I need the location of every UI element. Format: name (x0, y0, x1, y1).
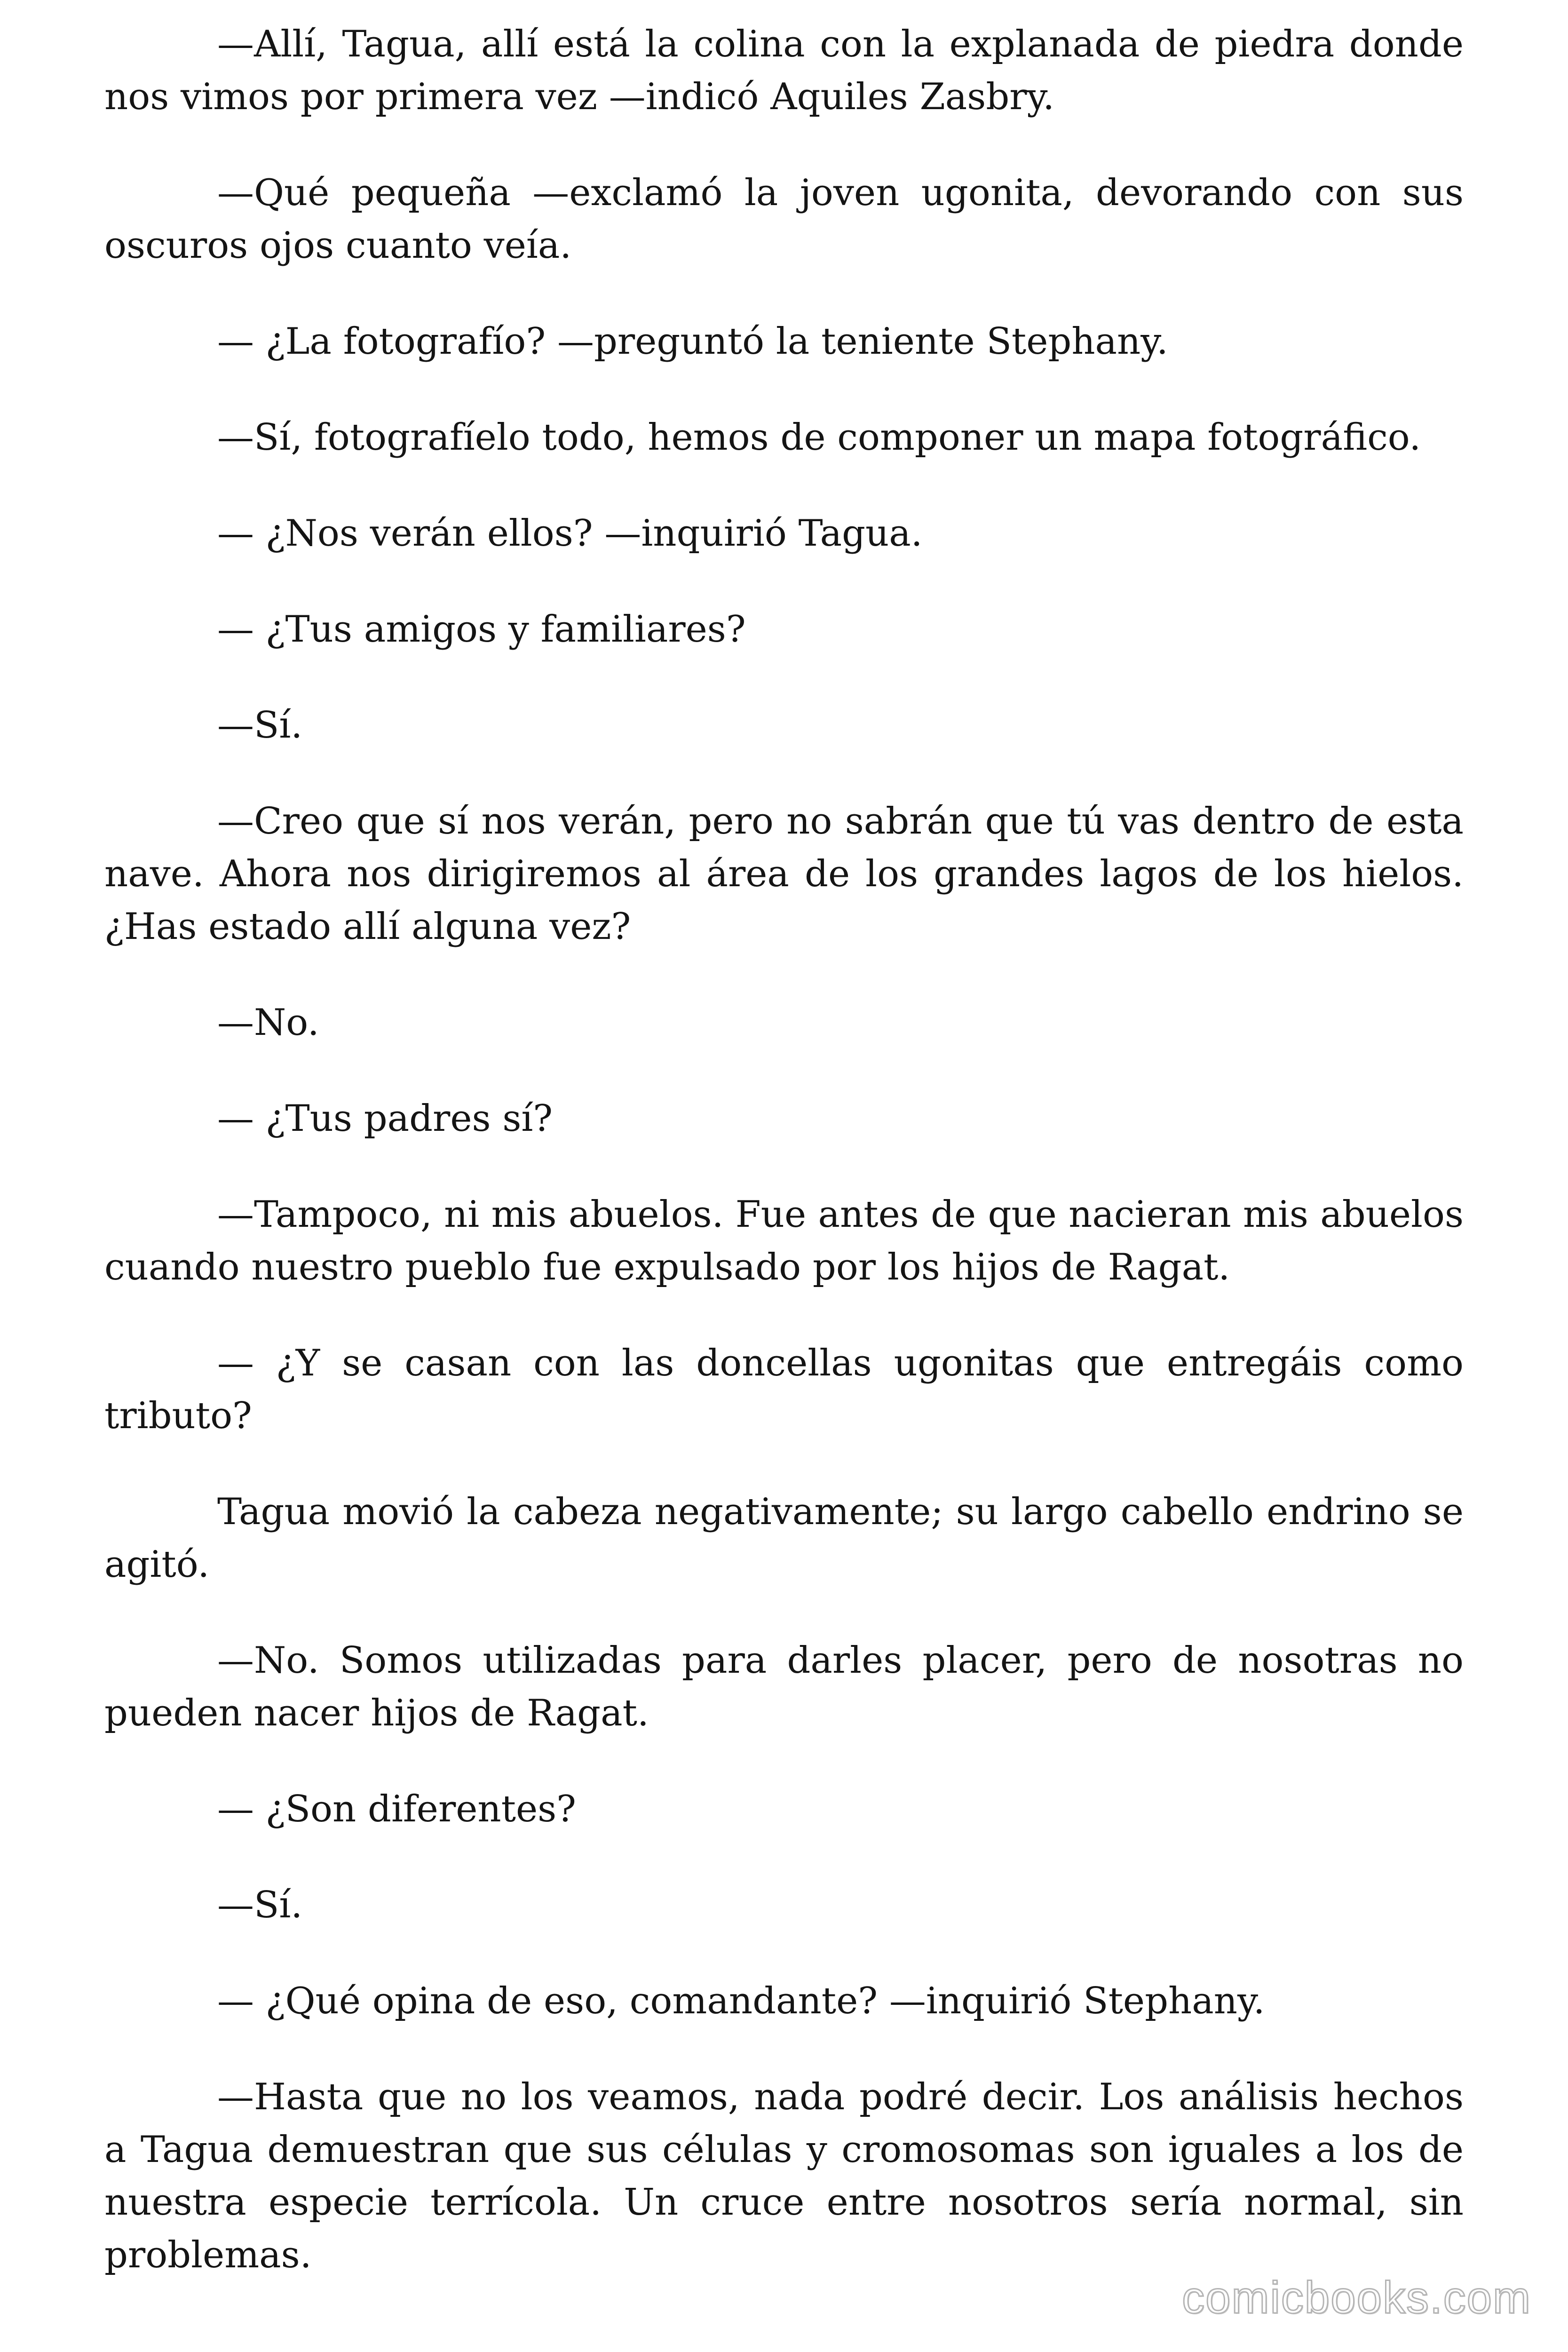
paragraph: — ¿Y se casan con las doncellas ugonitas que entregáis como tributo? (104, 1342, 1464, 1437)
watermark: comicbooks.com (1182, 2273, 1531, 2323)
paragraph: —Creo que sí nos verán, pero no sabrán que tú vas dentro de esta nave. Ahora nos dirigiremos al área de los grandes lagos de los hielos. ¿Has estado allí alguna vez? (104, 800, 1464, 948)
paragraph: Tagua movió la cabeza negativamente; su largo cabello endrino se agitó. (104, 1491, 1464, 1586)
paragraph: — ¿Tus padres sí? (217, 1097, 553, 1140)
paragraph: —No. (217, 1001, 319, 1044)
paragraph: — ¿Son diferentes? (217, 1788, 576, 1830)
paragraph: —No. Somos utilizadas para darles placer, pero de nosotras no pueden nacer hijos de Ragat. (104, 1639, 1464, 1734)
paragraph: —Sí. (217, 1884, 303, 1926)
paragraph: —Sí, fotografíelo todo, hemos de componer un mapa fotográfico. (217, 416, 1421, 459)
paragraph: —Hasta que no los veamos, nada podré decir. Los análisis hechos a Tagua demuestran que sus células y cromosomas son iguales a los de nuestra especie terrícola. Un cruce entre nosotros sería normal, sin problemas. (104, 2076, 1464, 2276)
paragraph: —Tampoco, ni mis abuelos. Fue antes de que nacieran mis abuelos cuando nuestro pueblo fue expulsado por los hijos de Ragat. (104, 1193, 1464, 1288)
paragraph: — ¿Qué opina de eso, comandante? —inquirió Stephany. (217, 1980, 1265, 2022)
paragraph: — ¿Tus amigos y familiares? (217, 608, 746, 651)
paragraph: —Allí, Tagua, allí está la colina con la explanada de piedra donde nos vimos por primera vez —indicó Aquiles Zasbry. (104, 23, 1464, 118)
paragraph: — ¿La fotografío? —preguntó la teniente Stephany. (217, 320, 1168, 363)
paragraph: — ¿Nos verán ellos? —inquirió Tagua. (217, 512, 923, 555)
page-text (104, 18, 1464, 2281)
paragraph: —Sí. (217, 704, 303, 747)
paragraph: —Qué pequeña —exclamó la joven ugonita, devorando con sus oscuros ojos cuanto veía. (104, 172, 1464, 267)
